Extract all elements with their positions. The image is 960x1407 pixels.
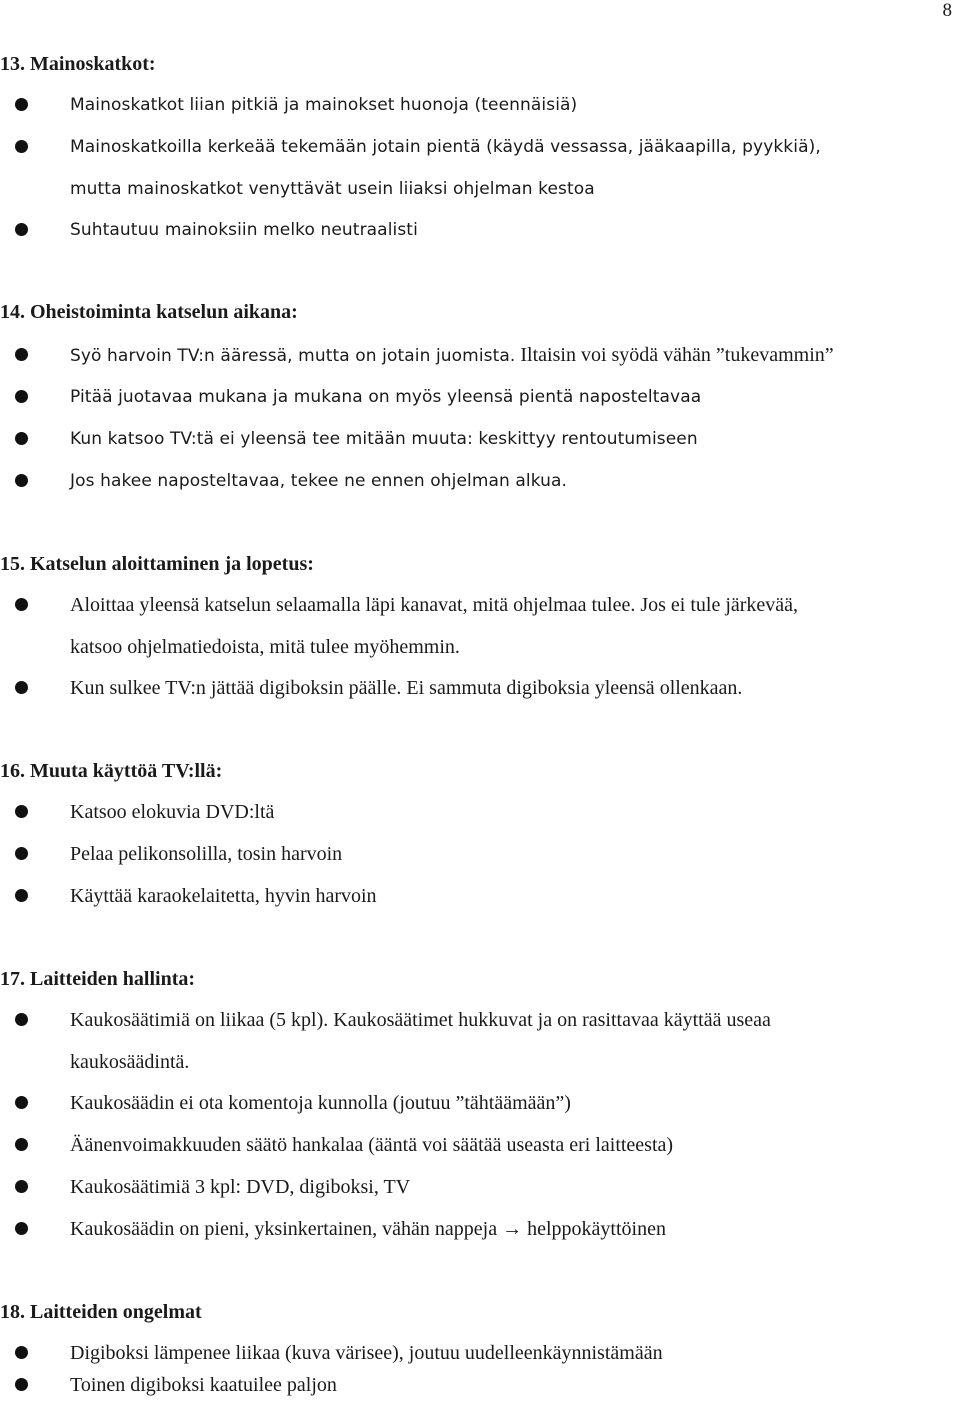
list-item-text: Kaukosäädin on pieni, yksinkertainen, vähän nappeja → helppokäyttöinen <box>70 1218 666 1240</box>
section-number: 17. <box>0 968 25 990</box>
list-item-text: Kaukosäätimiä 3 kpl: DVD, digiboksi, TV <box>70 1176 411 1198</box>
list-item-text: Mainoskatkot liian pitkiä ja mainokset huonoja (teennäisiä) <box>70 95 578 115</box>
list-item-text: Jos hakee naposteltavaa, tekee ne ennen ohjelman alkua. <box>70 471 568 491</box>
section-heading-13 <box>0 52 156 76</box>
section-number: 13. <box>0 53 25 75</box>
section-title: Katselun aloittaminen ja lopetus: <box>30 553 314 575</box>
list-item-text-part: Iltaisin voi syödä vähän ”tukevammin” <box>515 344 834 366</box>
section-title: Mainoskatkot: <box>30 53 156 75</box>
bullet-icon <box>15 1222 28 1235</box>
list-item-text: Kaukosäätimiä on liikaa (5 kpl). Kaukosäätimet hukkuvat ja on rasittavaa käyttää useaa <box>70 1009 771 1031</box>
section-title: Laitteiden hallinta: <box>30 968 196 990</box>
bullet-icon <box>15 474 28 487</box>
list-item-text-continuation: mutta mainoskatkot venyttävät usein liiaksi ohjelman kestoa <box>70 179 595 199</box>
bullet-icon <box>15 1346 28 1359</box>
bullet-icon <box>15 1378 28 1391</box>
section-heading-14 <box>0 300 298 324</box>
bullet-icon <box>15 847 28 860</box>
bullet-icon <box>15 681 28 694</box>
list-item-text-part: Syö harvoin TV:n ääressä, mutta on jotain juomista. <box>70 346 516 366</box>
bullet-icon <box>15 598 28 611</box>
bullet-icon <box>15 140 28 153</box>
list-item-text: Pitää juotavaa mukana ja mukana on myös yleensä pientä naposteltavaa <box>70 387 702 407</box>
bullet-icon <box>15 1013 28 1026</box>
list-item-text: Digiboksi lämpenee liikaa (kuva värisee), joutuu uudelleenkäynnistämään <box>70 1342 663 1364</box>
bullet-icon <box>15 432 28 445</box>
list-item-text: Kun sulkee TV:n jättää digiboksin päälle. Ei sammuta digiboksia yleensä ollenkaan. <box>70 677 743 699</box>
bullet-icon <box>15 348 28 361</box>
list-item-text: Kun katsoo TV:tä ei yleensä tee mitään muuta: keskittyy rentoutumiseen <box>70 429 698 449</box>
section-heading-15 <box>0 552 314 576</box>
section-number: 18. <box>0 1301 25 1323</box>
bullet-icon <box>15 390 28 403</box>
list-item-text-continuation: katsoo ohjelmatiedoista, mitä tulee myöhemmin. <box>70 636 460 658</box>
section-number: 15. <box>0 553 25 575</box>
section-heading-16 <box>0 759 222 783</box>
section-number: 14. <box>0 301 25 323</box>
section-heading-17 <box>0 967 195 991</box>
section-title: Oheistoiminta katselun aikana: <box>30 301 298 323</box>
section-number: 16. <box>0 760 25 782</box>
list-item-text: Suhtautuu mainoksiin melko neutraalisti <box>70 220 418 240</box>
section-title: Laitteiden ongelmat <box>30 1301 202 1323</box>
bullet-icon <box>15 1138 28 1151</box>
list-item-text: Toinen digiboksi kaatuilee paljon <box>70 1374 337 1396</box>
list-item-text: Kaukosäädin ei ota komentoja kunnolla (joutuu ”tähtäämään”) <box>70 1092 571 1114</box>
list-item-text: Katsoo elokuvia DVD:ltä <box>70 801 275 823</box>
list-item-text <box>70 334 950 377</box>
section-title: Muuta käyttöä TV:llä: <box>30 760 223 782</box>
list-item-text: Äänenvoimakkuuden säätö hankalaa (ääntä voi säätää useasta eri laitteesta) <box>70 1134 674 1156</box>
bullet-icon <box>15 805 28 818</box>
bullet-icon <box>15 223 28 236</box>
page-number: 8 <box>942 0 952 21</box>
bullet-icon <box>15 98 28 111</box>
list-item-text: Aloittaa yleensä katselun selaamalla läpi kanavat, mitä ohjelmaa tulee. Jos ei tule järkevää, <box>70 594 799 616</box>
list-item-text-continuation: kaukosäädintä. <box>70 1051 190 1073</box>
list-item-text: Pelaa pelikonsolilla, tosin harvoin <box>70 843 343 865</box>
bullet-icon <box>15 889 28 902</box>
bullet-icon <box>15 1096 28 1109</box>
list-item-text: Mainoskatkoilla kerkeää tekemään jotain pientä (käydä vessassa, jääkaapilla, pyykkiä), <box>70 137 821 157</box>
bullet-icon <box>15 1180 28 1193</box>
list-item-text: Käyttää karaokelaitetta, hyvin harvoin <box>70 885 377 907</box>
section-heading-18 <box>0 1300 202 1324</box>
